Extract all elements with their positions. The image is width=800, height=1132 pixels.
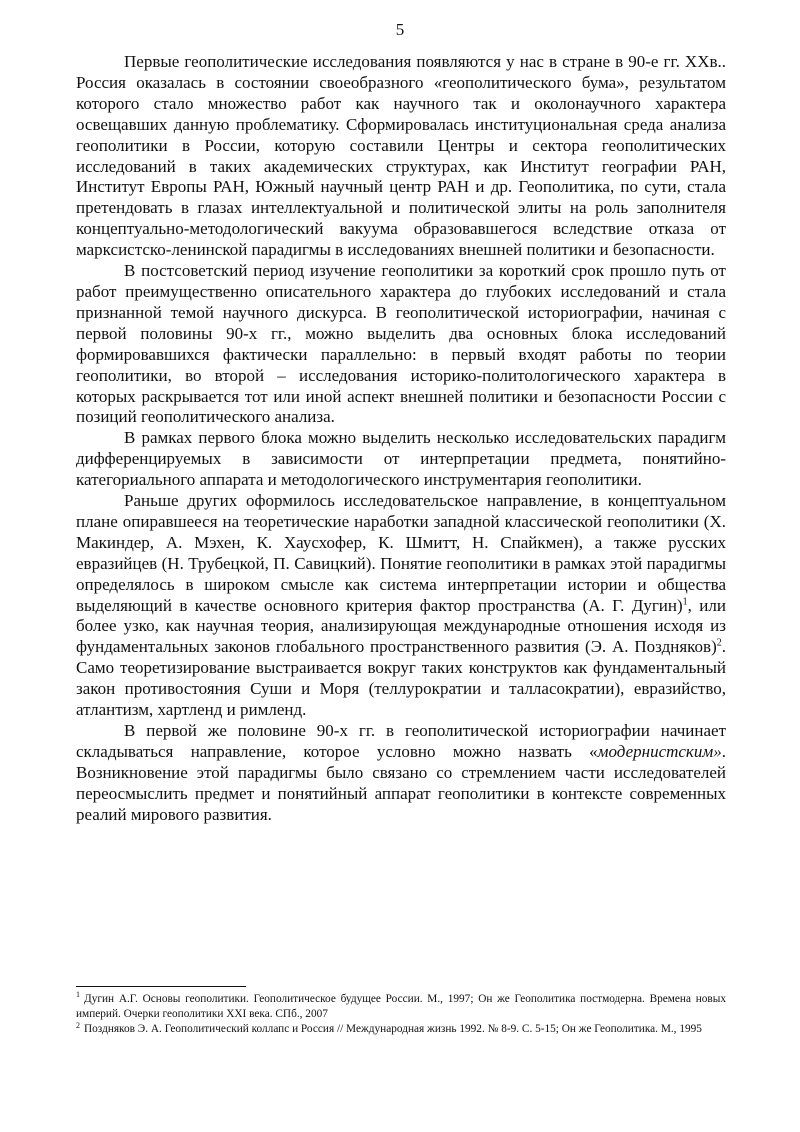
footnote-ref-1[interactable]: 1 [682, 595, 688, 607]
footnote-2 [76, 1022, 726, 1037]
main-text [76, 52, 726, 826]
paragraph-4-text-b: , или более узко, как научная теория, анализирующая международные отношения исходя из фундаментальных законов глобального пространственного развития (Э. А. Поздняков) [76, 595, 726, 657]
paragraph-4-text-a: Раньше других оформилось исследовательское направление, в концептуальном плане опиравшееся на теоретические наработки западной классической геополитики (Х. Макиндер, А. Мэхен, К. Хаусхофер, К. Шмитт, Н. Спайкмен), а также русских евразийцев (Н. Трубецкой, П. Савицкий). Понятие геополитики в рамках этой парадигмы определялось в широком смысле как система интерпретации истории и общества выделяющий в качестве основного критерия фактор пространства (А. Г. Дугин) [76, 491, 726, 615]
footnote-ref-2[interactable]: 2 [716, 637, 722, 649]
footnote-separator [76, 986, 246, 987]
footnote-2-text: Поздняков Э. А. Геополитический коллапс и Россия // Международная жизнь 1992. № 8-9. С. 5-15; Он же Геополитика. М., 1995 [84, 1023, 702, 1036]
paragraph-1: Первые геополитические исследования появляются у нас в стране в 90-е гг. XXв.. Россия оказалась в состоянии своеобразного «геополитического бума», результатом которого стало множество работ как научного так и околонаучного характера освещавших данную проблематику. Сформировалась институциональная среда анализа геополитики в России, которую составили Центры и сектора геополитических исследований в таких академических структурах, как Институт географии РАН, Институт Европы РАН, Южный научный центр РАН и др. Геополитика, по сути, стала претендовать в глазах интеллектуальной и политической элиты на роль заполнителя концептуально-методологический вакуума образовавшегося вследствие отказа от марксистско-ленинской парадигмы в исследованиях внешней политики и безопасности. [76, 52, 726, 260]
footnotes [76, 992, 726, 1038]
paragraph-4 [76, 491, 726, 721]
footnote-1-text: Дугин А.Г. Основы геополитики. Геополитическое будущее России. М., 1997; Он же Геополитика постмодерна. Времена новых империй. Очерки геополитики XXI века. СПб., 2007 [76, 993, 726, 1021]
page-number: 5 [395, 20, 405, 39]
footnote-2-number: 2 [76, 1020, 80, 1030]
paragraph-3: В рамках первого блока можно выделить несколько исследовательских парадигм дифференцируемых в зависимости от интерпретации предмета, понятийно-категориального аппарата и методологического инструментария геополитики. [76, 428, 726, 490]
paragraph-5 [76, 721, 726, 826]
paragraph-2: В постсоветский период изучение геополитики за короткий срок прошло путь от работ преимущественно описательного характера до глубоких исследований и стала признанной темой научного дискурса. В геополитической историографии, начиная с первой половины 90-х гг., можно выделить два основных блока исследований формировавшихся фактически параллельно: в первый входят работы по теории геополитики, во второй – исследования историко-политологического характера в которых раскрывается тот или иной аспект внешней политики и безопасности России с позиций геополитического анализа. [76, 261, 726, 427]
paragraph-5-italic-term: модернистским» [597, 741, 722, 761]
paragraph-5-text-a: В первой же половине 90-х гг. в геополитической историографии начинает складываться направление, которое условно можно назвать « [76, 721, 726, 761]
footnote-1 [76, 992, 726, 1022]
paragraph-5-text-b: . Возникновение этой парадигмы было связано со стремлением части исследователей переосмыслить предмет и понятийный аппарат геополитики в контексте современных реалий мирового развития. [76, 741, 726, 824]
paragraph-4-text-c: . Само теоретизирование выстраивается вокруг таких конструктов как фундаментальный закон противостояния Суши и Моря (теллурократии и талласократии), евразийство, атлантизм, хартленд и римленд. [76, 637, 726, 720]
footnote-1-number: 1 [76, 990, 80, 1000]
